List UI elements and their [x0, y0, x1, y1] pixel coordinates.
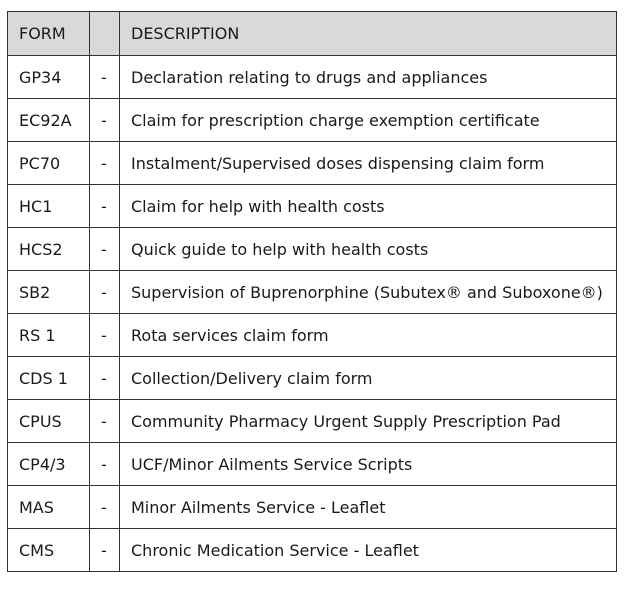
header-form: FORM	[8, 12, 90, 56]
form-code-cell: HC1	[8, 185, 90, 228]
form-code-cell: MAS	[8, 486, 90, 529]
description-cell: Collection/Delivery claim form	[120, 357, 617, 400]
form-code-cell: CPUS	[8, 400, 90, 443]
description-cell: Declaration relating to drugs and appliances	[120, 56, 617, 99]
table-row	[8, 228, 617, 271]
header-separator	[90, 12, 120, 56]
separator-cell: -	[90, 400, 120, 443]
separator-cell: -	[90, 185, 120, 228]
table-row	[8, 529, 617, 572]
separator-cell: -	[90, 228, 120, 271]
form-code-cell: GP34	[8, 56, 90, 99]
separator-cell: -	[90, 56, 120, 99]
form-code-cell: CDS 1	[8, 357, 90, 400]
separator-cell: -	[90, 357, 120, 400]
separator-cell: -	[90, 142, 120, 185]
form-code-cell: EC92A	[8, 99, 90, 142]
form-code-cell: SB2	[8, 271, 90, 314]
table-row	[8, 486, 617, 529]
description-cell: Minor Ailments Service - Leaflet	[120, 486, 617, 529]
description-cell: Supervision of Buprenorphine (Subutex® and Suboxone®)	[120, 271, 617, 314]
form-code-cell: RS 1	[8, 314, 90, 357]
form-code-cell: CP4/3	[8, 443, 90, 486]
description-cell: Community Pharmacy Urgent Supply Prescription Pad	[120, 400, 617, 443]
table-row	[8, 314, 617, 357]
forms-table-container	[7, 11, 617, 572]
description-cell: Quick guide to help with health costs	[120, 228, 617, 271]
table-row	[8, 142, 617, 185]
description-cell: Claim for prescription charge exemption certificate	[120, 99, 617, 142]
table-row	[8, 56, 617, 99]
description-cell: Rota services claim form	[120, 314, 617, 357]
separator-cell: -	[90, 271, 120, 314]
form-code-cell: CMS	[8, 529, 90, 572]
description-cell: Chronic Medication Service - Leaflet	[120, 529, 617, 572]
description-cell: Claim for help with health costs	[120, 185, 617, 228]
separator-cell: -	[90, 486, 120, 529]
header-description: DESCRIPTION	[120, 12, 617, 56]
form-code-cell: PC70	[8, 142, 90, 185]
forms-table	[7, 11, 617, 572]
table-row	[8, 357, 617, 400]
table-row	[8, 400, 617, 443]
table-header-row	[8, 12, 617, 56]
table-row	[8, 271, 617, 314]
separator-cell: -	[90, 443, 120, 486]
table-row	[8, 99, 617, 142]
table-row	[8, 443, 617, 486]
description-cell: Instalment/Supervised doses dispensing claim form	[120, 142, 617, 185]
separator-cell: -	[90, 529, 120, 572]
form-code-cell: HCS2	[8, 228, 90, 271]
table-row	[8, 185, 617, 228]
separator-cell: -	[90, 314, 120, 357]
separator-cell: -	[90, 99, 120, 142]
description-cell: UCF/Minor Ailments Service Scripts	[120, 443, 617, 486]
